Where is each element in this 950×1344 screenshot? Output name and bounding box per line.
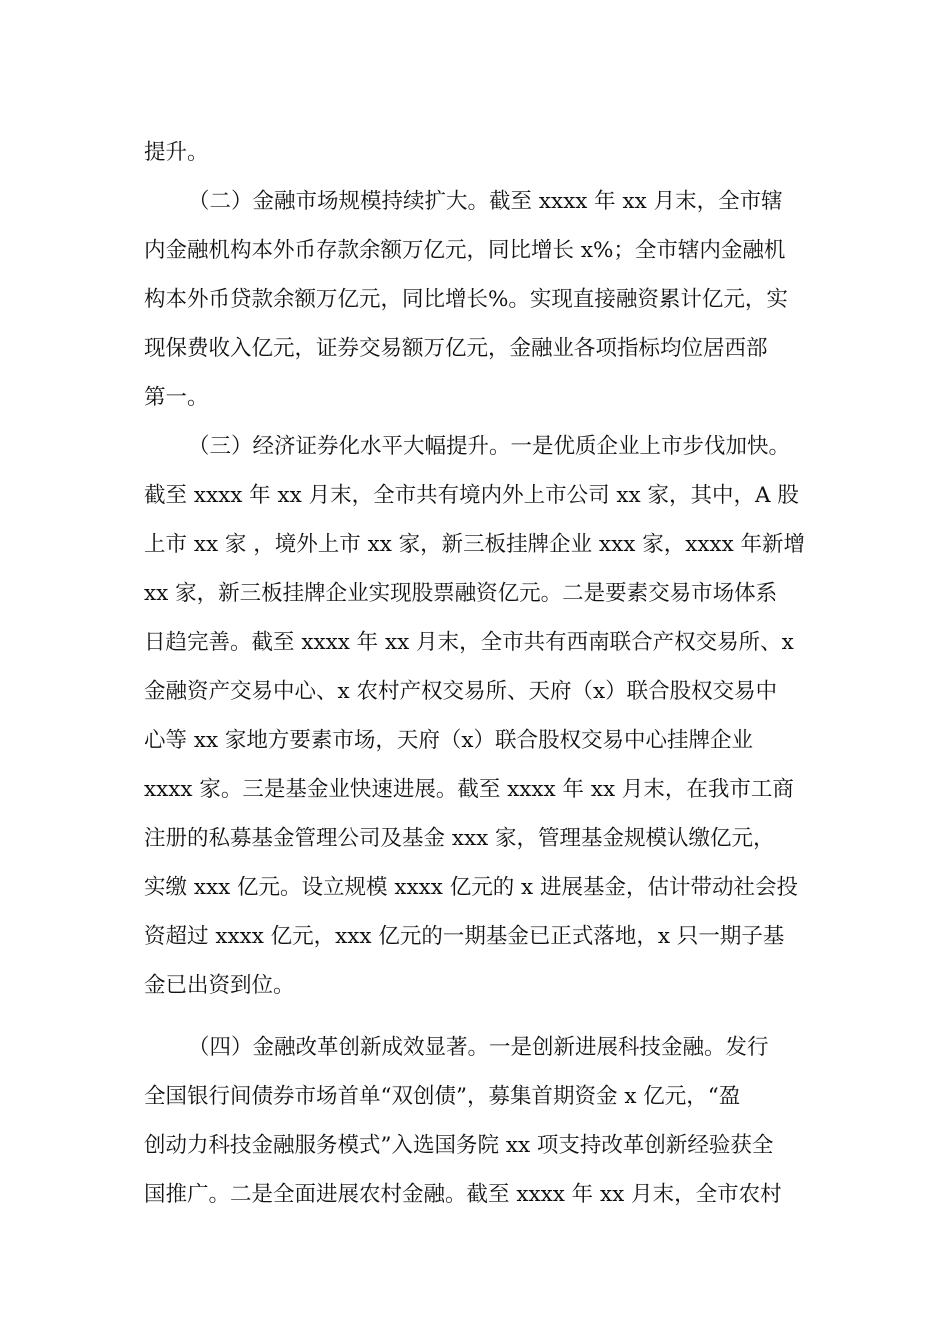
- paragraph-3-line-2: 截至 xxxx 年 xx 月末，全市共有境内外上市公司 xx 家，其中，A 股: [144, 483, 799, 508]
- paragraph-3-line-12: 金已出资到位。: [144, 973, 295, 998]
- paragraph-4-line-2: 全国银行间债券市场首单“双创债”，募集首期资金 x 亿元，“盈: [144, 1084, 741, 1109]
- paragraph-4-line-3: 创动力科技金融服务模式”入选国务院 xx 项支持改革创新经验获全: [144, 1133, 774, 1158]
- paragraph-3-line-3: 上市 xx 家 ，境外上市 xx 家，新三板挂牌企业 xxx 家，xxxx 年新增: [144, 532, 806, 557]
- paragraph-4-line-4: 国推广。二是全面进展农村金融。截至 xxxx 年 xx 月末，全市农村: [144, 1182, 782, 1207]
- paragraph-3-line-9: 注册的私募基金管理公司及基金 xxx 家，管理基金规模认缴亿元，: [144, 826, 775, 851]
- paragraph-4-line-1: （四）金融改革创新成效显著。一是创新进展科技金融。发行: [188, 1035, 769, 1060]
- paragraph-3-line-11: 资超过 xxxx 亿元，xxx 亿元的一期基金已正式落地，x 只一期子基: [144, 924, 785, 949]
- paragraph-2-line-4: 现保费收入亿元，证券交易额万亿元，金融业各项指标均位居西部: [144, 336, 768, 361]
- paragraph-3-line-4: xx 家，新三板挂牌企业实现股票融资亿元。二是要素交易市场体系: [144, 581, 778, 606]
- paragraph-3-line-1: （三）经济证券化水平大幅提升。一是优质企业上市步伐加快。: [188, 434, 791, 459]
- paragraph-2-line-1: （二）金融市场规模持续扩大。截至 xxxx 年 xx 月末，全市辖: [188, 189, 783, 214]
- paragraph-3-line-7: 心等 xx 家地方要素市场，天府（x）联合股权交易中心挂牌企业: [144, 728, 754, 753]
- paragraph-2-line-2: 内金融机构本外币存款余额万亿元，同比增长 x%；全市辖内金融机: [144, 238, 786, 263]
- paragraph-2-line-3: 构本外币贷款余额万亿元，同比增长%。实现直接融资累计亿元，实: [144, 287, 788, 312]
- paragraph-3-line-5: 日趋完善。截至 xxxx 年 xx 月末，全市共有西南联合产权交易所、x: [144, 630, 794, 655]
- paragraph-2-line-5: 第一。: [144, 385, 209, 410]
- paragraph-3-line-10: 实缴 xxx 亿元。设立规模 xxxx 亿元的 x 进展基金，估计带动社会投: [144, 875, 799, 900]
- paragraph-3-line-8: xxxx 家。三是基金业快速进展。截至 xxxx 年 xx 月末，在我市工商: [144, 777, 794, 802]
- paragraph-3-line-6: 金融资产交易中心、x 农村产权交易所、天府（x）联合股权交易中: [144, 679, 778, 704]
- paragraph-1-line-1: 提升。: [144, 140, 209, 165]
